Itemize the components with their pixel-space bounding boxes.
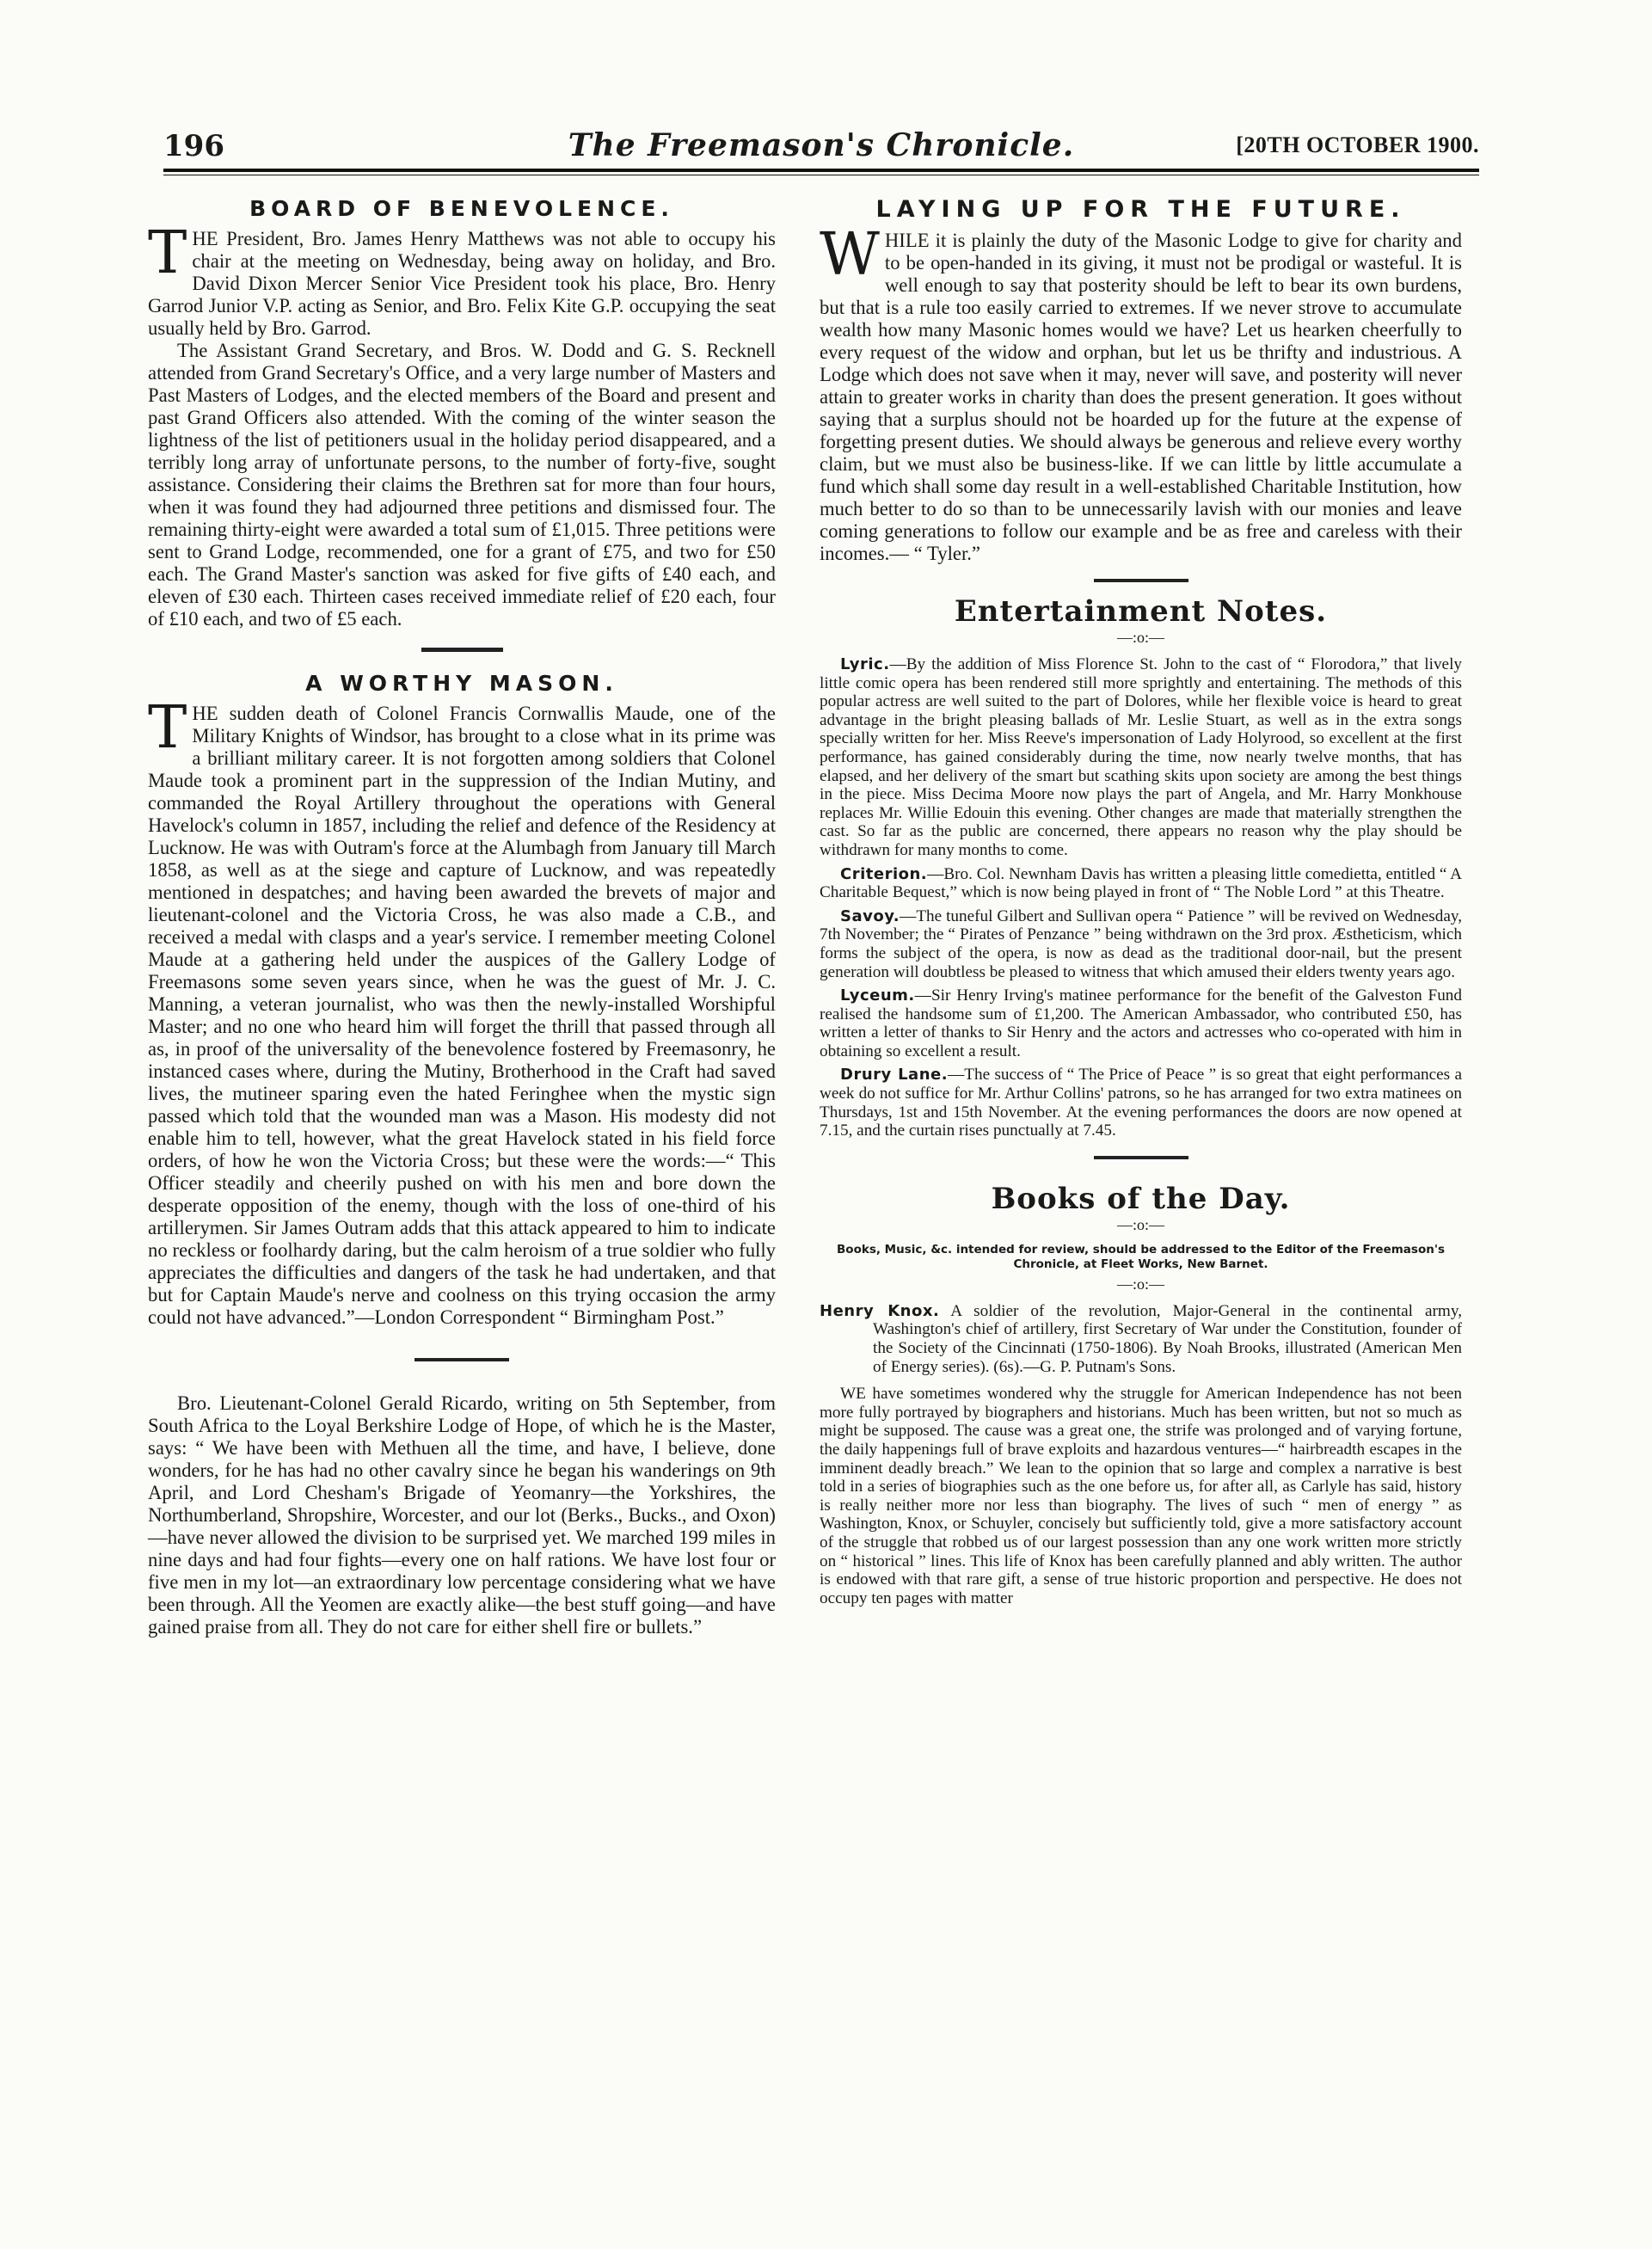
worthy-article [148,694,776,1329]
entertainment-notes [820,655,1462,1140]
right-column [820,196,1462,1613]
left-column [148,196,776,1638]
page-header [163,129,1479,165]
note-savoy: Savoy.—The tuneful Gilbert and Sullivan opera “ Patience ” will be revived on Wednesday, 7th November; the “ Pirates of Penzance ” being withdrawn on the 3rd prox. Æstheticism, which forms the subject of the opera, is now as dead as the traditional door-nail, but the present generation will doubtless be pleased to witness that which amused their elders twenty years ago. [820,906,1462,981]
book-description: A soldier of the revolution, Major-General in the continental army, Washington's chief of artillery, first Secretary of War under the Constitution, founder of the Society of the Cincinnati (1750-1806). By Noah Brooks, illustrated (American Men of Energy series). (6s).—G. P. Putnam's Sons. [873,1301,1463,1376]
laying-dropcap: W [820,221,880,289]
note-criterion: Criterion.—Bro. Col. Newnham Davis has written a pleasing little comedietta, entitled “ A Charitable Bequest,” which is now being played in front of “ The Noble Lord ” at this Theatre. [820,864,1462,902]
page-number: 196 [163,129,224,163]
masthead-title: The Freemason's Chronicle. [568,127,1075,163]
section-rule [415,1358,509,1361]
board-dropcap: T [148,219,187,287]
laying-paragraph-1: WHILE it is plainly the duty of the Masonic Lodge to give for charity and to be open-handed in its giving, it must not be prodigal or wasteful. It is well enough to say that posterity should be left to bear its own burdens, but that is a rule too easily carried to extremes. If we never strove to accumulate wealth how many Masonic homes would we have? Let us hearken cheerfully to every request of the widow and orphan, but let us be thrifty and industrious. A Lodge which does not save when it may, never will save, and posterity will never attain to greater works in charity than does the present generation. It goes without saying that a surplus should not be hoarded up for the future at the expense of forgetting present duties. We should always be generous and relieve every worthy claim, but we must also be business-like. If we can little by little accumulate a fund which shall some day result in a well-established Charitable Institution, how much better to do so than to be unnecessarily lavish with our monies and leave coming generations to follow our example and be as free and careless with their incomes.— “ Tyler.” [820,221,1462,564]
books-divider: —:o:— [1116,1215,1164,1233]
laying-article [820,221,1462,565]
board-headline: BOARD OF BENEVOLENCE. [249,196,674,221]
worthy-headline: A WORTHY MASON. [305,671,618,696]
laying-headline: LAYING UP FOR THE FUTURE. [875,196,1406,223]
book-review [820,1385,1462,1607]
books-divider-2: —:o:— [1116,1275,1164,1293]
entertainment-headline: Entertainment Notes. [954,594,1328,629]
book-entry [820,1302,1462,1376]
section-rule [1094,1156,1188,1159]
entertainment-divider: —:o:— [1116,629,1164,646]
ricardo-article [148,1392,776,1638]
board-paragraph-2: The Assistant Grand Secretary, and Bros. W. Dodd and G. S. Recknell attended from Grand Secretary's Office, and a very large number of Masters and Past Masters of Lodges, and the elected members of the Board and present and past Grand Officers also attended. With the coming of the winter season the lightness of the list of petitioners usual in the holiday period disappeared, and a terribly long array of unfortunate persons, to the number of forty-five, sought assistance. Considering their claims the Brethren sat for more than four hours, when it was found they had adjourned three petitions and dismissed four. The remaining thirty-eight were awarded a total sum of £1,015. Three petitions were sent to Grand Lodge, recommended, one for a grant of £75, and two for £50 each. The Grand Master's sanction was asked for five gifts of £40 each, and eleven of £30 each. Thirteen cases received immediate relief of £20 each, four of £10 each, and two of £5 each. [148,340,776,630]
worthy-paragraph-1: THE sudden death of Colonel Francis Cornwallis Maude, one of the Military Knights of Windsor, has brought to a close what in its prime was a brilliant military career. It is not forgotten among soldiers that Colonel Maude took a prominent part in the suppression of the Indian Mutiny, and commanded the Royal Artillery throughout the operations with General Havelock's column in 1857, including the relief and defence of the Residency at Lucknow. He was with Outram's force at the Alumbagh from January till March 1858, as well as at the siege and capture of Lucknow, and was repeatedly mentioned in despatches; and having been awarded the brevets of major and lieutenant-colonel and the Victoria Cross, he was also made a C.B., and received a medal with clasps and a year's service. I remember meeting Colonel Maude at a gathering held under the auspices of the Gallery Lodge of Freemasons some seven years since, when he was the guest of Mr. J. C. Manning, a veteran journalist, who was then the newly-installed Worshipful Master; and no one who heard him will forget the thrill that passed through all as, in proof of the universality of the benevolence fostered by Freemasonry, he instanced cases where, during the Mutiny, Brotherhood in the Craft had saved lives, the mutineer sparing even the hated Feringhee when the mystic sign passed which told that the wounded man was a Mason. His modesty did not enable him to tell, however, what the great Havelock stated in his field force orders, of how he won the Victoria Cross; but these were the words:—“ This Officer steadily and cheerily pushed on with his men and bore down the desperate opposition of the enemy, though with the loss of one-third of his artillerymen. Sir James Outram adds that this attack appeared to him to indicate no reckless or foolhardy daring, but the calm heroism of a true soldier who fully appreciates the difficulties and dangers of the task he had undertaken, and that but for Captain Maude's nerve and coolness on this trying occasion the army could not have advanced.”—London Correspondent “ Birmingham Post.” [148,694,776,1328]
board-paragraph-1: THE President, Bro. James Henry Matthews was not able to occupy his chair at the meeting on Wednesday, being away on holiday, and Bro. David Dixon Mercer Senior Vice President took his place, Bro. Henry Garrod Junior V.P. acting as Senior, and Bro. Felix Kite G.P. occupying the seat usually held by Bro. Garrod. [148,219,776,339]
worthy-dropcap: T [148,694,187,762]
note-lyric: Lyric.—By the addition of Miss Florence St. John to the cast of “ Florodora,” that lively little comic opera has been rendered still more sprightly and entertaining. The methods of this popular actress are well suited to the part of Dolores, while her flexible voice is heard to great advantage in the bright pleasing ballads of Mr. Leslie Stuart, as well as in the extra songs specially written for her. Miss Reeve's impersonation of Lady Holyrood, so excellent at the first performance, has gained considerably during the time, now nearly twelve months, that has elapsed, and her delivery of the smart but scathing skits upon society are among the best things in the piece. Miss Decima Moore now plays the part of Angela, and Mr. Harry Monkhouse replaces Mr. Willie Edouin this evening. Other changes are made that materially strengthen the cast. So far as the public are concerned, there appears no reason why the play should be withdrawn for many months to come. [820,655,1462,859]
section-rule [1094,579,1188,582]
note-lyceum: Lyceum.—Sir Henry Irving's matinee performance for the benefit of the Galveston Fund realised the handsome sum of £1,200. The American Ambassador, who contributed £50, has written a letter of thanks to Sir Henry and the actors and actresses who co-operated with him in obtaining so excellent a result. [820,986,1462,1060]
section-rule [421,648,503,652]
issue-date: [20TH OCTOBER 1900. [1236,132,1479,157]
header-rule [163,169,1479,172]
book-title: Henry Knox. [820,1301,940,1320]
book-review-paragraph: WE have sometimes wondered why the struggle for American Independence has not been more fully portrayed by biographers and historians. Much has been written, but not so much as might be supposed. The cause was a great one, the strife was prolonged and of varying fortune, the daily happenings full of brave exploits and hazardous ventures—“ hairbreadth escapes in the imminent deadly breach.” We lean to the opinion that so large and complex a narrative is best told in a series of biographies such as the one before us, for after all, as Carlyle has said, history is really neither more nor less than biography. The lives of such “ men of energy ” as Washington, Knox, or Schuyler, concisely but sufficiently told, give a more satisfactory account of the struggle that robbed us of our largest possession than any one work written more strictly on “ historical ” lines. This life of Knox has been carefully planned and ably written. The author is endowed with that rare gift, a sense of true historic proportion and perspective. He does not occupy ten pages with matter [820,1385,1462,1607]
books-notice: Books, Music, &c. intended for review, should be addressed to the Editor of the Freemason's Chronicle, at Fleet Works, New Barnet. [837,1242,1445,1271]
board-article [148,219,776,630]
note-drury-lane: Drury Lane.—The success of “ The Price of Peace ” is so great that eight performances a week do not suffice for Mr. Arthur Collins' patrons, so he has arranged for two extra matinees on Thursdays, 1st and 15th November. At the evening performances the doors are now opened at 7.15, and the curtain rises punctually at 7.45. [820,1066,1462,1140]
books-headline: Books of the Day. [991,1181,1291,1216]
ricardo-paragraph: Bro. Lieutenant-Colonel Gerald Ricardo, writing on 5th September, from South Africa to the Loyal Berkshire Lodge of Hope, of which he is the Master, says: “ We have been with Methuen all the time, and have, I believe, done wonders, for he has had no other cavalry since he began his wanderings on 9th April, and Lord Chesham's Brigade of Yeomanry—the Yorkshires, the Northumberland, Shropshire, Worcester, and our lot (Berks., Bucks., and Oxon)—have never allowed the division to be surprised yet. We marched 199 miles in nine days and had four fights—every one on half rations. We have lost four or five men in my lot—an extraordinary low percentage considering what we have been through. All the Yeomen are exactly alike—the best stuff going—and have gained praise from all. They do not care for either shell fire or bullets.” [148,1392,776,1638]
